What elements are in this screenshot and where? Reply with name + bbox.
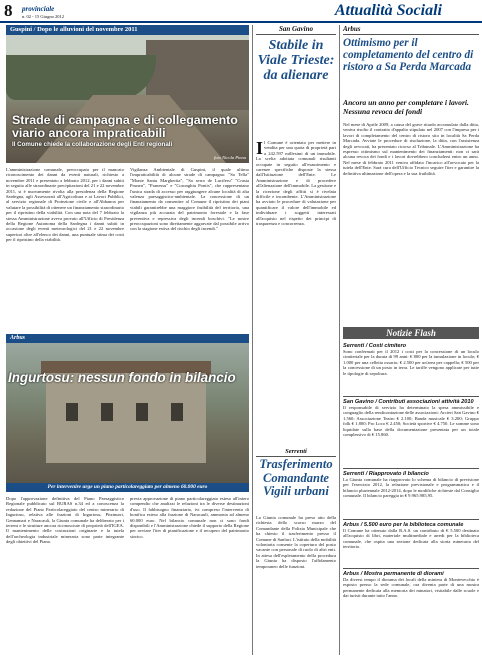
san-gavino-text: l Comune è orientato per mettere in vendita per una quota di proprietà pari a 242.597 millesimi di un immobile. La scelta adottata comunali risultanti occupate in seguito all'esaurimento e carenze specifiche disposte la stessa dall'Istituzione dell'Ente. Le Amministrazione e di procedere all'alienazione dell'immobile. La gestione e la ricezione degli affitti si è rivelata difficile e incombente. L'Amministrazione ha avviato le procedure di valutazione per quantificare il valore dell'immobile ed individuare i soggetti interessati all'acquisto nel rispetto dei principi di trasparenza e concorrenza. [256, 140, 336, 227]
san-gavino-rule [256, 34, 336, 35]
lead-body-column-1: L'amministrazione comunale, preoccupata per il mancato riconoscimento dei danni da eventi naturali, richiesto a novembre 2011 e presentato a febbraio 2012, per i danni subiti in seguito alle straordinarie precipitazioni del 21 e 22 novembre 2011, si è nuovamente rivolta alla presidenza della Regione Sardegna, agli Assessorati all'Agricoltura e ai Lavori Pubblici, al servizio regionale di Protezione civile e all'Abbanoa per valutare la possibilità di ottenere un finanziamento straordinario per il ripristino della viabilità. Con una nota del 7 febbraio la stessa Amministrazione aveva provato all'Ufficio di Presidenza della Regione Autonoma della Sardegna i danni subiti in occasione degli eventi meteorologici del 21 e 22 novembre superiori oltre all'elenco dei danni, una puntuale stima dei costi per il ripristino della viabilità. [6, 167, 124, 243]
publication-brand: provinciale [22, 5, 55, 13]
ingurtosu-caption: Per intervenire urge un piano particolareggiato per almeno 60.000 euro [6, 483, 249, 492]
san-gavino-kicker: San Gavino [278, 25, 314, 33]
san-gavino-headline: Stabile in Viale Trieste: da alienare [257, 38, 335, 83]
flash-item [343, 571, 479, 653]
flash-item-body: Sono confermati per il 2012 i costi per la concessione di un loculo cimiteriale per la durata di 99 anni: € 800 per la tumulazione in loculo; € 1.000 per una celletta ossario; € 2.500 per un'area per cappella; € 500 per la concessione di un posto in terra. Le tariffe vengono applicate per tutte le tipologie di sepoltura. [343, 349, 479, 376]
flash-item [343, 343, 479, 393]
page-number: 8 [4, 1, 13, 20]
ingurtosu-kicker: Arbus [6, 334, 249, 343]
flash-item-title: Serrenti / Riapprovato il bilancio [343, 471, 429, 477]
ingurtosu-body-column-1: Dopo l'approvazione definitiva del Piano Paesaggistico Regionale pubblicato sul BURAS n.34 ed a conoscenza la redazione del Piano Particolareggiato del centro minerario di Ingurtosu, relativa alle frazioni di Ingurtosu, Pitzinurri, Gennamari e Naracauli, la Giunta comunale ha deliberato per i terreni e le strutture ancora riconosciute di proprietà dell'IGEA. Il mantenimento delle costruzioni originarie e la tutela dell'archeologia industriale mineraria sono parte integrante degli obiettivi del Piano. [6, 496, 124, 545]
flash-item [343, 399, 479, 465]
flash-divider [343, 396, 479, 397]
flash-item [343, 471, 479, 515]
san-gavino-body [256, 140, 336, 430]
flash-divider [343, 468, 479, 469]
serrenti-body: La Giunta comunale ha preso atto della richiesta dello scorso marzo del Comandante della Polizia Municipale che ha chiesto il trasferimento presso il Comune di Sanluri. L'istituto della mobilità volontaria consente la copertura del posto vacante con personale di ruolo di altri enti. In attesa dell'espletamento della procedura la Giunta ha disposto l'affidamento temporaneo delle funzioni. [256, 515, 336, 569]
serrenti-kicker: Serrenti [285, 448, 307, 455]
column-divider [252, 25, 253, 655]
flash-item-body: Da diversi tempo il diorama dei locali della miniera di Montevecchio è esposto presso la sede comunale, ora diventa parte di una mostra permanente dedicata alla memoria dei minatori, visitabile dalle scuole e dai turisti durante tutto l'anno. [343, 577, 479, 599]
arbus-subheadline: Ancora un anno per completare i lavori. Nessuna revoca dei fondi [343, 98, 469, 116]
section-title: Attualità Sociali [334, 2, 442, 19]
lead-headline: Strade di campagna e di collegamento viario ancora impraticabili [12, 113, 238, 140]
notizie-flash-banner: Notizie Flash [343, 327, 479, 339]
flash-item [343, 522, 479, 564]
column-divider [339, 25, 340, 655]
flash-item-title: San Gavino / Contributi associazioni attività 2010 [343, 399, 474, 405]
ingurtosu-headline: Ingurtosu: nessun fondo in bilancio [8, 370, 236, 385]
drop-cap: I [256, 140, 264, 158]
lead-body-column-2: Vigilanza Ambientale di Guspini, il quale ultimo l'impraticabilità di alcune strade di campagna: "Sa Tella" "Monte Santu Margherita", "Sa serra de Luciferu" "Crasta Pruneu", "Pranessu" e "Coronghiu Pontis", che rappresentano l'unica strada di accesso per raggiungere alcune località di alta valenza paesaggistico-ambientale. La concessione di un finanziamento da consentire al Comune il ripristino dei piani viabili garantirebbe una maggiore fruibilità del territorio, una vigilanza più accurata del patrimonio forestale e la fase preventiva e repressiva degli incendi boschivi. "Le nostre preoccupazioni sono direttamente aggravate dal possibile arrivo con la stagione estiva del rischio degli incendi." [130, 167, 249, 232]
header-rule [0, 21, 482, 23]
ingurtosu-photo [6, 343, 249, 483]
arbus-kicker: Arbus [343, 25, 361, 33]
flash-item-body: La Giunta comunale ha riapprovato lo schema di bilancio di previsione per l'esercizio 2012, la relazione previsionale e programmatica e il bilancio pluriennale 2012-2014, dopo le modifiche richieste dal Consiglio comunale. Il bilancio pareggia in € 9.965.985,95. [343, 477, 479, 499]
lead-kicker: Guspini / Dopo le alluvioni del novembre 2011 [6, 25, 249, 35]
arbus-body: Nel mese di Aprile 2009, a causa del grave ritardo accumulato dalla ditta, veniva risolto il contratto d'appalto stipulato nel 2007 con l'impresa per i lavori di completamento del centro di ristoro sito in località Sa Perda Marcada. Avviate le procedure di risoluzione, la ditta, con l'assistenza degli avvocati, ha presentato ricorso al Tribunale. L'Amministrazione ha espresso ottimismo sul mantenimento dei finanziamenti: non ci sarà alcuna revoca dei fondi e i lavori dovrebbero concludersi entro un anno. Nel mese di febbraio 2011 veniva affidato l'incarico all'avvocato per la tutela dell'Ente. Sarà cura dell'Ufficio Tecnico seguire l'iter e garantire la definitiva ultimazione dell'opera e la sua fruibilità. [343, 122, 479, 176]
flash-item-title: Serrenti / Costi cimitero [343, 343, 407, 349]
flash-item-title: Arbus / 5.500 euro per la biblioteca comunale [343, 522, 464, 528]
flash-item-body: Il Comune ha ottenuto dalla R.A.S. un contributo di € 5.500 destinato all'acquisto di libri, materiale multimediale e arredi per la biblioteca comunale, che ospita una sezione dedicata alla storia mineraria del territorio. [343, 528, 479, 550]
arbus-rule [343, 34, 479, 35]
flash-divider [343, 568, 479, 569]
lead-subtitle: Il Comune chiede la collaborazione degli Enti regionali [12, 141, 173, 148]
ingurtosu-body-column-2: previa approvazione di piano particolareggiato esteso all'intero compendio che analizzi le relazioni tra le diverse destinazioni d'uso. Il fabbisogno finanziario, ivi compreso l'intervento di bonifica esteso alla frazione di Naracauli, ammonta ad almeno 60.000 euro. Nel bilancio comunale non ci sono fondi disponibili e l'Amministrazione chiede il supporto della Regione per avviare l'iter di pianificazione e il recupero del patrimonio storico. [130, 496, 249, 539]
flash-item-title: Arbus / Mostra permanente di diorami [343, 571, 444, 577]
page-header [0, 0, 482, 22]
issue-date: n. 02 - 15 Giugno 2012 [22, 14, 64, 19]
serrenti-headline: Trasferimento Comandante Vigili urbani [259, 457, 333, 498]
flash-item-body: Il responsabile di servizio ha determinato la spesa ammissibile e conguaglio della rendicontazione delle associazioni: Arcieri San Gavino € 1.560; Associazione Teatro € 2.100; Banda musicale € 3.200; Gruppo folk € 1.800; Pro Loco € 2.450; Società sportive € 4.750. Le somme sono liquidate sulla base della documentazione presentata per un totale complessivo di € 15.860. [343, 405, 479, 438]
photo-credit: foto Nicola Pinna [214, 155, 246, 160]
flash-divider [343, 519, 479, 520]
arbus-headline: Ottimismo per il completamento del centro di ristoro a Sa Perda Marcada [343, 37, 474, 73]
